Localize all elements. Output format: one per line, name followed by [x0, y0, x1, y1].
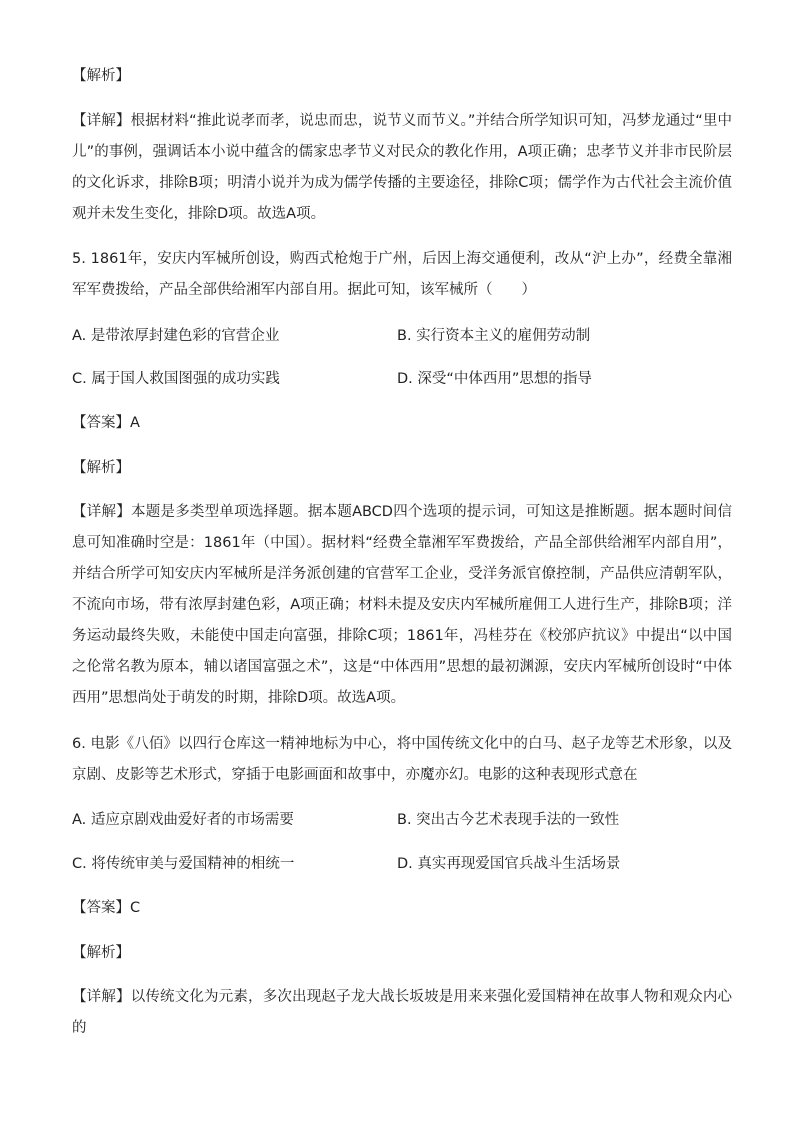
- detail-tag: 【详解】: [72, 504, 131, 520]
- detail-tag: 【详解】: [72, 989, 131, 1005]
- question-5-stem: 5. 1861年，安庆内军械所创设，购西式枪炮于广州，后因上海交通便利，改从“沪上办”，经费全靠湘军军费拨给，产品全部供给湘军内部自用。据此可知，该军械所（ ）: [72, 251, 732, 298]
- question-5-analysis-heading: [72, 458, 130, 478]
- detail-tag: 【详解】: [72, 113, 131, 129]
- question-6-analysis-heading: [72, 943, 130, 963]
- answer-value: A: [130, 415, 140, 431]
- detail-text: 根据材料“推此说孝而孝，说忠而忠，说节义而节义。”并结合所学知识可知，冯梦龙通过“里中儿”的事例，强调话本小说中蕴含的儒家忠孝节义对民众的教化作用，A项正确；忠孝节义并非市民阶层的文化诉求，排除B项；明清小说并为成为儒学传播的主要途径，排除C项；儒学作为古代社会主流价值观并未发生变化，排除D项。故选A项。: [72, 113, 732, 222]
- answer-tag: 【答案】: [72, 900, 130, 916]
- detail-paragraph: [72, 106, 732, 230]
- question-6-option-d: D. 真实再现爱国官兵战斗生活场景: [397, 856, 621, 872]
- question-6-answer: [72, 898, 140, 918]
- detail-text: 本题是多类型单项选择题。据本题ABCD四个选项的提示词，可知这是推断题。据本题时间信息可知准确时空是：1861年（中国）。据材料“经费全靠湘军军费拨给，产品全部供给湘军内部自用”，并结合所学可知安庆内军械所是洋务派创建的官营军工企业，受洋务派官僚控制，产品供应清朝军队，不流向市场，带有浓厚封建色彩，A项正确；材料未提及安庆内军械所雇佣工人进行生产，排除B项；洋务运动最终失败，未能使中国走向富强，排除C项；1861年，冯桂芬在《校邠庐抗议》中提出“以中国之伦常名教为原本，辅以诸国富强之术”，这是“中体西用”思想的最初渊源，安庆内军械所创设时“中体西用”思想尚处于萌发的时期，排除D项。故选A项。: [72, 504, 732, 706]
- question-5-option-d: D. 深受“中体西用”思想的指导: [397, 371, 592, 387]
- question-5-detail: [72, 497, 732, 714]
- analysis-heading: [72, 66, 130, 86]
- question-6-detail: [72, 982, 732, 1044]
- answer-value: C: [130, 900, 141, 916]
- answer-tag: 【答案】: [72, 415, 130, 431]
- analysis-tag: 【解析】: [72, 460, 130, 476]
- question-5-option-a: A. 是带浓厚封建色彩的官营企业: [72, 328, 280, 344]
- question-6-option-a: A. 适应京剧戏曲爱好者的市场需要: [72, 812, 294, 828]
- question-5-option-b: B. 实行资本主义的雇佣劳动制: [397, 328, 591, 344]
- question-5-option-c: C. 属于国人救国图强的成功实践: [72, 371, 280, 387]
- question-6-option-b: B. 突出古今艺术表现手法的一致性: [397, 812, 620, 828]
- question-6-stem: 6. 电影《八佰》以四行仓库这一精神地标为中心，将中国传统文化中的白马、赵子龙等艺术形象，以及京剧、皮影等艺术形式，穿插于电影画面和故事中，亦魔亦幻。电影的这种表现形式意在: [72, 736, 732, 783]
- question-5-answer: [72, 413, 140, 433]
- analysis-tag: 【解析】: [72, 945, 130, 961]
- detail-text: 以传统文化为元素，多次出现赵子龙大战长坂坡是用来来强化爱国精神在故事人物和观众内心的: [72, 989, 733, 1036]
- question-6-option-c: C. 将传统审美与爱国精神的相统一: [72, 856, 295, 872]
- analysis-tag: 【解析】: [72, 68, 130, 84]
